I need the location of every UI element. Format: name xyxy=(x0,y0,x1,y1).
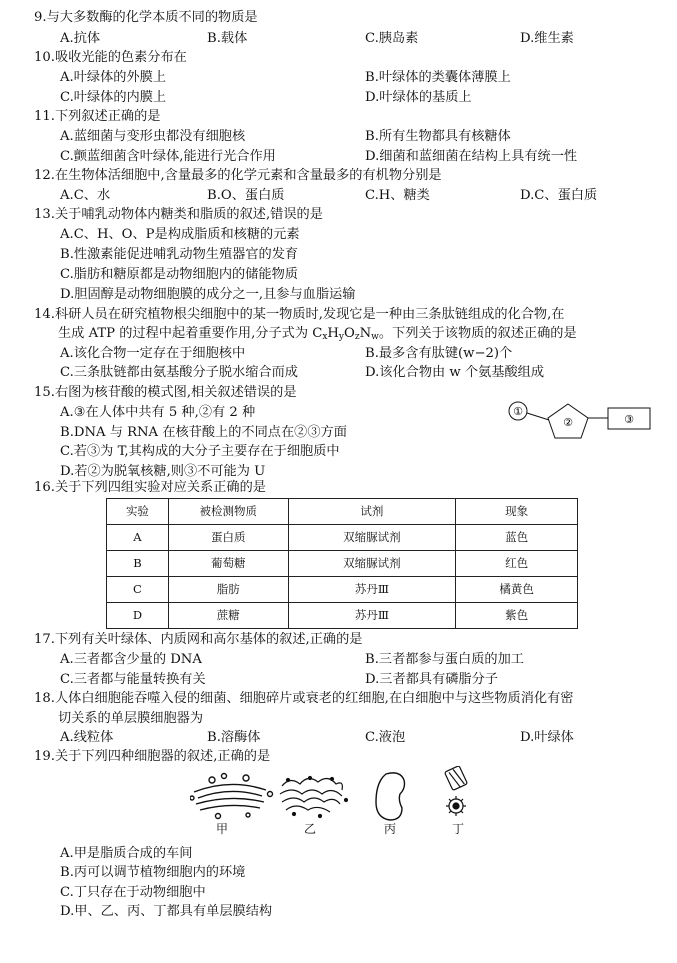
table-cell: 蓝色 xyxy=(456,525,578,551)
q19-option-d: D.甲、乙、丙、丁都具有单层膜结构 xyxy=(60,904,273,919)
q18-option-b: B.溶酶体 xyxy=(207,730,261,745)
table-cell: 脂肪 xyxy=(168,577,288,603)
q14-line2-pre: 生成 ATP 的过程中起着重要作用,分子式为 C xyxy=(58,326,323,341)
q17-stem: 17.下列有关叶绿体、内质网和高尔基体的叙述,正确的是 xyxy=(34,632,363,647)
q14-stem-line1: 14.科研人员在研究植物根尖细胞中的某一物质时,发现它是一种由三条肽链组成的化合物,在 xyxy=(34,307,565,322)
q11-stem: 11.下列叙述正确的是 xyxy=(34,109,161,124)
fig19-label-bing: 丙 xyxy=(384,822,397,836)
table-row xyxy=(107,603,578,629)
q14-h: H xyxy=(327,326,339,341)
organelle-figure xyxy=(190,766,500,838)
table-cell: 葡萄糖 xyxy=(168,551,288,577)
q9-option-b: B.载体 xyxy=(207,31,248,46)
q10-option-a: A.叶绿体的外膜上 xyxy=(60,70,167,85)
q13-option-b: B.性激素能促进哺乳动物生殖器官的发育 xyxy=(60,247,299,262)
table-cell: D xyxy=(107,603,169,629)
q16-stem: 16.关于下列四组实验对应关系正确的是 xyxy=(34,480,266,495)
fig15-label-2: ② xyxy=(563,416,573,429)
q14-sub-w: w xyxy=(371,332,379,342)
q14-option-b: B.最多含有肽键(w−2)个 xyxy=(365,346,513,361)
q18-stem-line1: 18.人体白细胞能吞噬入侵的细菌、细胞碎片或衰老的红细胞,在白细胞中与这些物质消化有密 xyxy=(34,691,574,706)
q17-option-b: B.三者都参与蛋白质的加工 xyxy=(365,652,524,667)
q19-stem: 19.关于下列四种细胞器的叙述,正确的是 xyxy=(34,749,271,764)
table-row xyxy=(107,551,578,577)
q18-stem-line2: 切关系的单层膜细胞器为 xyxy=(58,711,204,726)
q10-stem: 10.吸收光能的色素分布在 xyxy=(34,50,187,65)
bond-line-1 xyxy=(527,413,549,420)
q10-option-c: C.叶绿体的内膜上 xyxy=(60,90,167,105)
q15-stem: 15.右图为核苷酸的模式图,相关叙述错误的是 xyxy=(34,385,297,400)
q11-option-a: A.蓝细菌与变形虫都没有细胞核 xyxy=(60,129,246,144)
fig19-label-jia: 甲 xyxy=(216,822,229,836)
q19-option-b: B.丙可以调节植物细胞内的环境 xyxy=(60,865,246,880)
centriole-drawing xyxy=(445,766,468,816)
q11-option-b: B.所有生物都具有核糖体 xyxy=(365,129,511,144)
q18-option-d: D.叶绿体 xyxy=(520,730,574,745)
table-cell: 双缩脲试剂 xyxy=(288,525,456,551)
table-header-cell: 被检测物质 xyxy=(168,499,288,525)
q9-option-d: D.维生素 xyxy=(520,31,574,46)
q14-sub-z: z xyxy=(354,332,360,342)
q9-option-c: C.胰岛素 xyxy=(365,31,419,46)
q10-option-d: D.叶绿体的基质上 xyxy=(365,90,472,105)
q12-option-a: A.C、水 xyxy=(60,188,111,203)
q15-option-d: D.若②为脱氧核糖,则③不可能为 U xyxy=(60,464,266,479)
q14-o: O xyxy=(344,326,355,341)
q19-option-c: C.丁只存在于动物细胞中 xyxy=(60,885,206,900)
q13-stem: 13.关于哺乳动物体内糖类和脂质的叙述,错误的是 xyxy=(34,207,323,222)
q19-option-a: A.甲是脂质合成的车间 xyxy=(60,846,193,861)
fig19-label-yi: 乙 xyxy=(304,822,317,836)
table-cell: 橘黄色 xyxy=(456,577,578,603)
table-cell: 苏丹Ⅲ xyxy=(288,603,456,629)
table-header-cell: 实验 xyxy=(107,499,169,525)
table-cell: 紫色 xyxy=(456,603,578,629)
q12-option-d: D.C、蛋白质 xyxy=(520,188,598,203)
table-header-cell: 现象 xyxy=(456,499,578,525)
q18-option-a: A.线粒体 xyxy=(60,730,114,745)
table-cell: 蛋白质 xyxy=(168,525,288,551)
table-cell: C xyxy=(107,577,169,603)
q14-sub-y: y xyxy=(338,332,345,342)
table-row xyxy=(107,577,578,603)
q17-option-d: D.三者都具有磷脂分子 xyxy=(365,672,498,687)
table-cell: A xyxy=(107,525,169,551)
vacuole-drawing xyxy=(376,773,405,820)
q9-stem: 9.与大多数酶的化学本质不同的物质是 xyxy=(34,10,258,25)
organelle-drawings xyxy=(190,766,500,822)
golgi-apparatus-drawing xyxy=(190,774,273,819)
table-header-row xyxy=(107,499,578,525)
table-row xyxy=(107,525,578,551)
q15-option-a: A.③在人体中共有 5 种,②有 2 种 xyxy=(60,405,256,420)
q18-option-c: C.液泡 xyxy=(365,730,406,745)
fig15-label-1: ① xyxy=(513,405,523,418)
q12-option-b: B.O、蛋白质 xyxy=(207,188,285,203)
q10-option-b: B.叶绿体的类囊体薄膜上 xyxy=(365,70,511,85)
q14-sub-x: x xyxy=(322,332,328,342)
q17-option-c: C.三者都与能量转换有关 xyxy=(60,672,206,687)
table-cell: B xyxy=(107,551,169,577)
fig15-label-3: ③ xyxy=(624,413,634,426)
endoplasmic-reticulum-drawing xyxy=(280,777,348,818)
table-cell: 蔗糖 xyxy=(168,603,288,629)
table-header-cell: 试剂 xyxy=(288,499,456,525)
q13-option-d: D.胆固醇是动物细胞膜的成分之一,且参与血脂运输 xyxy=(60,287,356,302)
experiment-table xyxy=(106,498,578,629)
q11-option-c: C.颤蓝细菌含叶绿体,能进行光合作用 xyxy=(60,149,276,164)
q12-stem: 12.在生物体活细胞中,含量最多的化学元素和含量最多的有机物分别是 xyxy=(34,168,442,183)
q14-option-c: C.三条肽链都由氨基酸分子脱水缩合而成 xyxy=(60,365,298,380)
q13-option-c: C.脂肪和糖原都是动物细胞内的储能物质 xyxy=(60,267,298,282)
nucleotide-diagram xyxy=(508,396,653,442)
q12-option-c: C.H、糖类 xyxy=(365,188,430,203)
q14-line2-post: 。下列关于该物质的叙述正确的是 xyxy=(378,326,577,341)
q14-n: N xyxy=(359,326,372,341)
q15-option-b: B.DNA 与 RNA 在核苷酸上的不同点在②③方面 xyxy=(60,425,347,440)
q9-option-a: A.抗体 xyxy=(60,31,101,46)
q17-option-a: A.三者都含少量的 DNA xyxy=(60,652,202,667)
table-cell: 红色 xyxy=(456,551,578,577)
q14-option-a: A.该化合物一定存在于细胞核中 xyxy=(60,346,246,361)
table-cell: 双缩脲试剂 xyxy=(288,551,456,577)
q14-option-d: D.该化合物由 w 个氨基酸组成 xyxy=(365,365,545,380)
q15-option-c: C.若③为 T,其构成的大分子主要存在于细胞质中 xyxy=(60,444,340,459)
fig19-label-ding: 丁 xyxy=(452,822,465,836)
table-cell: 苏丹Ⅲ xyxy=(288,577,456,603)
q13-option-a: A.C、H、O、P是构成脂质和核糖的元素 xyxy=(60,227,300,242)
q11-option-d: D.细菌和蓝细菌在结构上具有统一性 xyxy=(365,149,578,164)
